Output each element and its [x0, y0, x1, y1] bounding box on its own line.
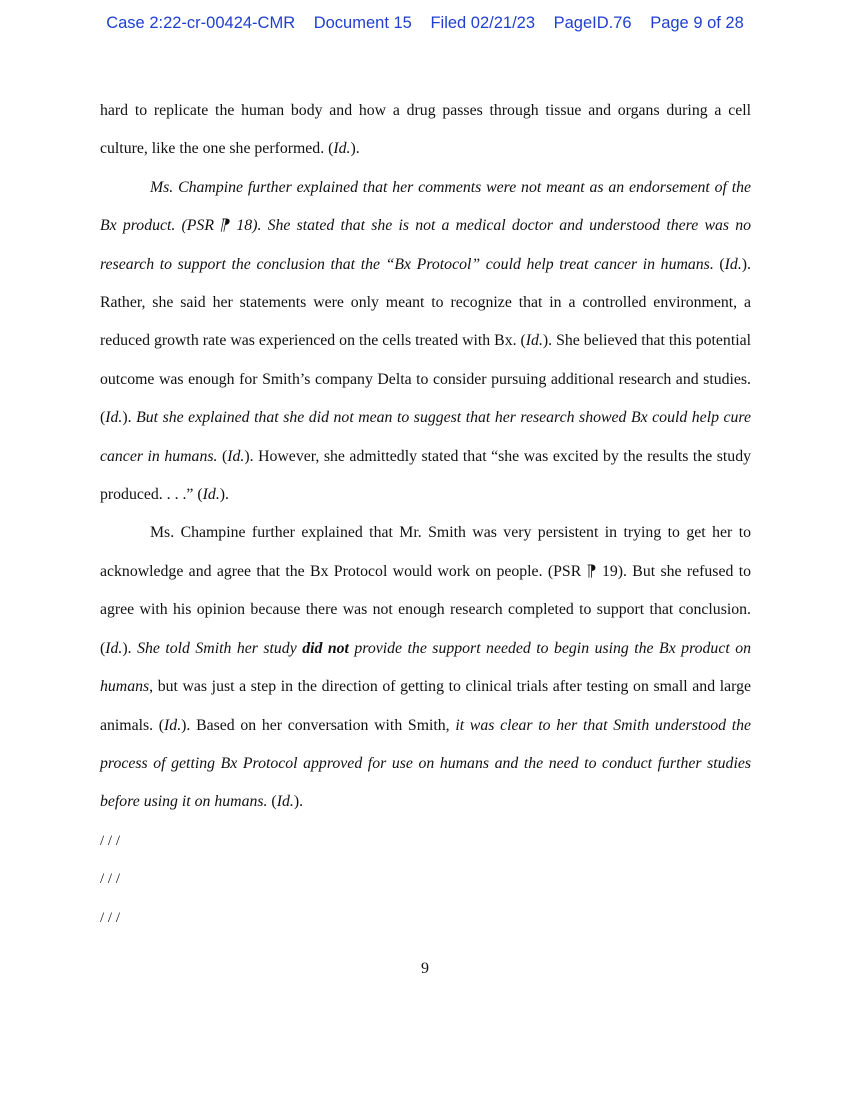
text-run: hard to replicate the human body and how a drug passes through tissue and organs during a cell culture, like the one she performed. (	[100, 102, 751, 158]
italic-run: it was clear to her that Smith understood the process of getting Bx Protocol approved for use on humans and the need to conduct further studies before using it on humans.	[100, 716, 752, 811]
italic-run: provide the support needed to begin using the Bx product on humans	[100, 639, 751, 696]
text-run: ). However, she admittedly stated that “she was excited by the results the study produced. . . .” (	[100, 447, 751, 504]
page-number: 9	[421, 960, 429, 977]
text-run: (	[267, 793, 277, 811]
citation-id: Id.	[105, 409, 123, 427]
citation-id: Id.	[202, 486, 220, 504]
citation-id: Id.	[105, 639, 123, 657]
section-break-slashes: / / /	[100, 909, 121, 926]
citation-id: Id.	[333, 140, 351, 158]
section-break-slashes: / / /	[100, 832, 121, 849]
paragraph-2	[100, 169, 751, 515]
text-run: , but was just a step in the direction of getting to clinical trials after testing on small and large animals. (	[100, 678, 751, 734]
header-document: Document 15	[313, 14, 412, 32]
italic-run: She told Smith her study	[137, 639, 303, 657]
bold-italic-run: did not	[302, 639, 349, 657]
text-run: ).	[293, 793, 304, 811]
citation-id: Id.	[227, 447, 245, 465]
italic-run: Ms. Champine further explained that her comments were not meant as an endorsement of the Bx product. (PSR ⁋ 18). She stated that she is not a medical doctor and understood there was no research to support the conclusion that the “Bx Protocol” could help treat cancer in humans.	[100, 178, 751, 273]
text-run: (	[713, 255, 725, 273]
text-run: ). Based on her conversation with Smith,	[181, 716, 456, 734]
text-run: (	[217, 447, 228, 465]
header-page-count: Page 9 of 28	[650, 14, 744, 32]
italic-run: But she explained that she did not mean to suggest that her research showed Bx could help cure cancer in humans.	[100, 409, 751, 465]
paragraph-3	[100, 514, 751, 821]
header-case-number: Case 2:22-cr-00424-CMR	[106, 14, 296, 32]
citation-id: Id.	[525, 332, 543, 350]
text-run: ).	[122, 409, 137, 427]
text-run: ).	[122, 639, 138, 657]
case-header	[0, 14, 850, 33]
text-run: ). Rather, she said her statements were only meant to recognize that in a controlled environment, a reduced growth rate was experienced on the cells treated with Bx. (	[100, 255, 751, 350]
text-run: Ms. Champine further explained that Mr. Smith was very persistent in trying to get her to acknowledge and agree that the Bx Protocol would work on people. (PSR ⁋ 19). But she refused to agree with his opinion because there was not enough research completed to support that conclusion. (	[100, 524, 751, 657]
section-break-slashes: / / /	[100, 871, 121, 888]
document-body	[100, 92, 751, 937]
citation-id: Id.	[724, 255, 742, 273]
header-filed-date: Filed 02/21/23	[430, 14, 536, 32]
header-pageid: PageID.76	[553, 14, 632, 32]
text-run: ).	[219, 486, 229, 504]
text-run: ). She believed that this potential outcome was enough for Smith’s company Delta to consider pursuing additional research and studies. (	[100, 332, 751, 427]
citation-id: Id.	[276, 793, 294, 811]
text-run: ).	[350, 140, 360, 158]
citation-id: Id.	[164, 716, 182, 734]
paragraph-1	[100, 92, 751, 169]
